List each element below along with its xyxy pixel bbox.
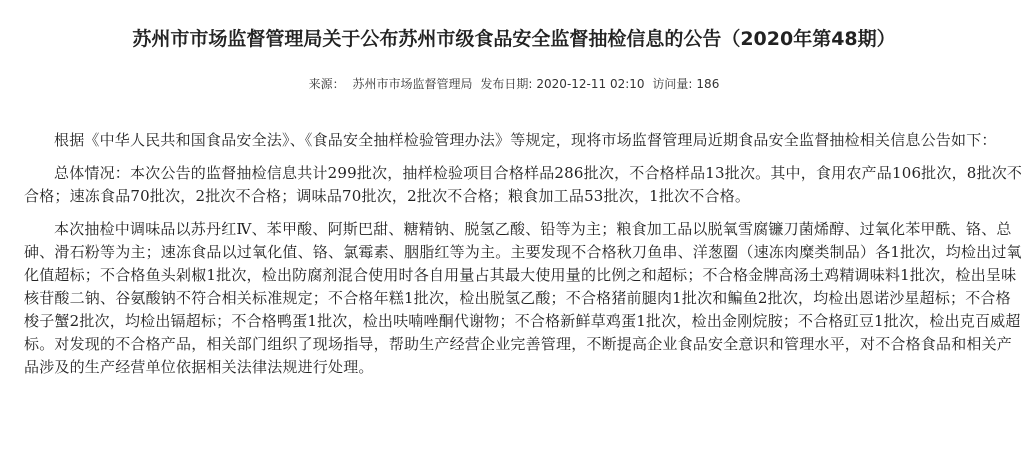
publish-date-value: 2020-12-11 02:10 [536, 77, 645, 91]
paragraph-intro: 根据《中华人民共和国食品安全法》、《食品安全抽样检验管理办法》等规定，现将市场监督管理局近期食品安全监督抽检相关信息公告如下： [54, 131, 997, 149]
publish-date-label: 发布日期: [480, 77, 533, 91]
article-meta [0, 74, 1028, 94]
paragraph-details: 本次抽检中调味品以苏丹红Ⅳ、苯甲酸、阿斯巴甜、糖精钠、脱氢乙酸、铅等为主；粮食加工品以脱氧雪腐镰刀菌烯醇、过氧化苯甲酰、铬、总砷、滑石粉等为主；速冻食品以过氧化值、铬、氯霉素、胭脂红等为主。主要发现不合格秋刀鱼串、洋葱圈（速冻肉糜类制品）各1批次，均检出过氧化值超标；不合格鱼头剁椒1批次，检出防腐剂混合使用时各自用量占其最大使用量的比例之和超标；不合格金牌高汤土鸡精调味料1批次，检出呈味核苷酸二钠、谷氨酸钠不符合相关标准规定；不合格年糕1批次，检出脱氢乙酸；不合格猪前腿肉1批次和鳊鱼2批次，均检出恩诺沙星超标；不合格梭子蟹2批次，均检出镉超标；不合格鸭蛋1批次，检出呋喃唑酮代谢物；不合格新鲜草鸡蛋1批次，检出金刚烷胺；不合格豇豆1批次，检出克百威超标。对发现的不合格产品，相关部门组织了现场指导，帮助生产经营企业完善管理，不断提高企业食品安全意识和管理水平，对不合格食品和相关产品涉及的生产经营单位依据相关法律法规进行处理。 [24, 220, 1022, 376]
article-body [24, 129, 1024, 389]
view-count-label: 访问量: [652, 77, 693, 91]
paragraph-overview: 总体情况：本次公告的监督抽检信息共计299批次，抽样检验项目合格样品286批次，不合格样品13批次。其中，食用农产品106批次，8批次不合格；速冻食品70批次，2批次不合格；调味品70批次，2批次不合格；粮食加工品53批次，1批次不合格。 [24, 164, 1023, 205]
article-title: 苏州市市场监督管理局关于公布苏州市级食品安全监督抽检信息的公告（2020年第48期） [132, 28, 896, 50]
source-label: 来源： [308, 77, 345, 91]
view-count-value: 186 [696, 77, 720, 91]
source-value: 苏州市市场监督管理局 [352, 77, 473, 91]
